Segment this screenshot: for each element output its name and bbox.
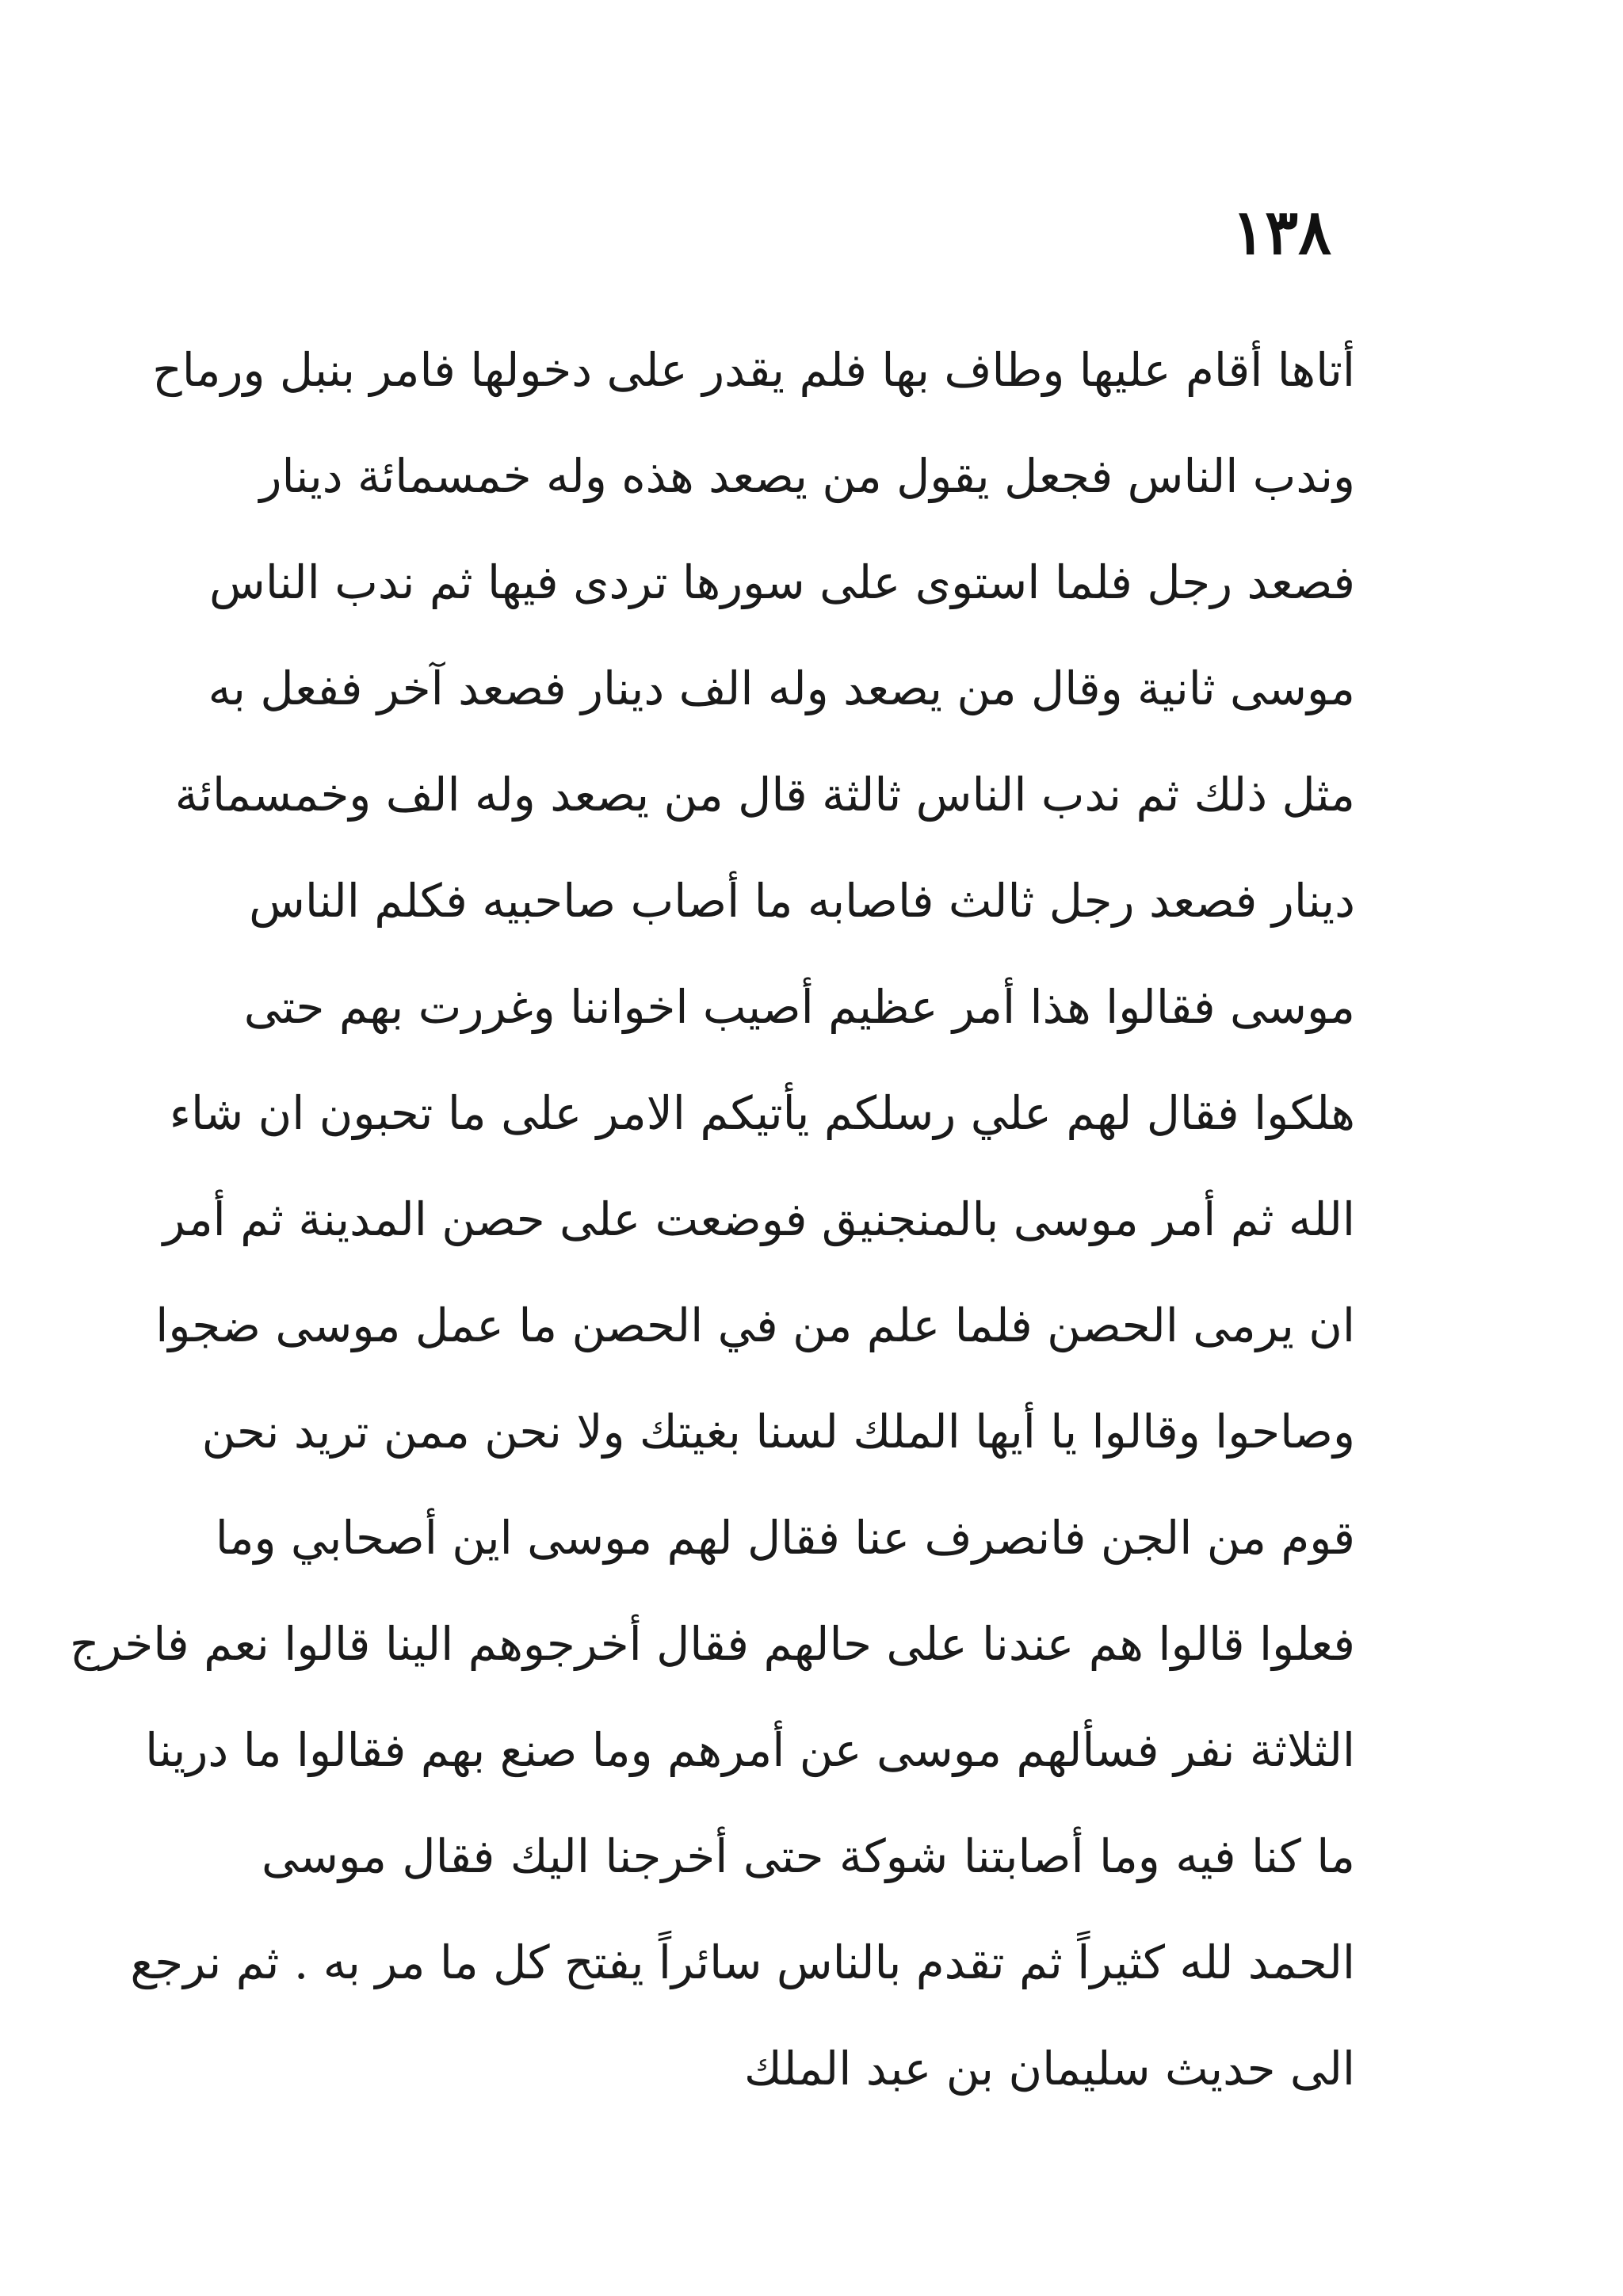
text-line: فصعد رجل فلما استوى على سورها تردى فيها ثم ندب الناس: [209, 555, 1355, 609]
text-line: موسى ثانية وقال من يصعد وله الف دينار فصعد آخر ففعل به: [208, 662, 1355, 715]
text-line: موسى فقالوا هذا أمر عظيم أصيب اخواننا وغررت بهم حتى: [243, 980, 1355, 1034]
body-text: [69, 317, 1355, 2122]
text-line: مثل ذلك ثم ندب الناس ثالثة قال من يصعد وله الف وخمسمائة: [174, 768, 1355, 822]
text-line: هلكوا فقال لهم علي رسلكم يأتيكم الامر على ما تحبون ان شاء: [169, 1086, 1355, 1140]
text-line: أتاها أقام عليها وطاف بها فلم يقدر على دخولها فامر بنبل ورماح: [152, 343, 1355, 397]
text-line: الحمد لله كثيراً ثم تقدم بالناس سائراً يفتح كل ما مر به . ثم نرجع: [130, 1936, 1355, 1989]
text-line-last: الى حديث سليمان بن عبد الملك: [743, 2042, 1355, 2096]
text-line: قوم من الجن فانصرف عنا فقال لهم موسى اين أصحابي وما: [215, 1511, 1355, 1565]
text-line: فعلوا قالوا هم عندنا على حالهم فقال أخرجوهم الينا قالوا نعم فاخرج: [69, 1617, 1355, 1671]
text-line: الثلاثة نفر فسألهم موسى عن أمرهم وما صنع بهم فقالوا ما درينا: [145, 1723, 1355, 1777]
text-line: الله ثم أمر موسى بالمنجنيق فوضعت على حصن المدينة ثم أمر: [162, 1192, 1355, 1246]
text-line: وصاحوا وقالوا يا أيها الملك لسنا بغيتك ولا نحن ممن تريد نحن: [201, 1405, 1355, 1459]
text-line: وندب الناس فجعل يقول من يصعد هذه وله خمسمائة دينار: [259, 449, 1355, 503]
text-line: دينار فصعد رجل ثالث فاصابه ما أصاب صاحبيه فكلم الناس: [249, 874, 1355, 928]
text-line: ان يرمى الحصن فلما علم من في الحصن ما عمل موسى ضجوا: [155, 1299, 1355, 1352]
page-number: ١٣٨: [1232, 196, 1331, 269]
text-line: ما كنا فيه وما أصابتنا شوكة حتى أخرجنا اليك فقال موسى: [262, 1829, 1355, 1883]
